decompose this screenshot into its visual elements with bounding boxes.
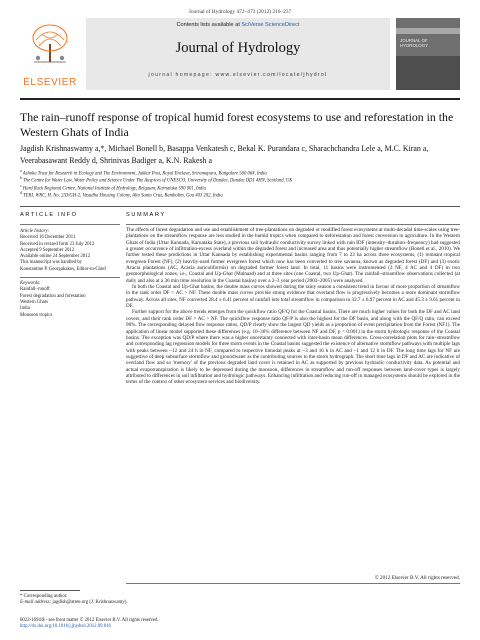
keywords-rule (20, 277, 120, 278)
history-received: Received 16 December 2011 (20, 235, 76, 241)
elsevier-wordmark: ELSEVIER (23, 77, 77, 88)
elsevier-logo[interactable] (20, 18, 80, 88)
summary-rule (126, 224, 460, 225)
author-list: Jagdish Krishnaswamy a,*, Michael Bonell b, Basappa Venkatesh c, Bekal K. Purandara c, Sharachchandra Lele a, M.C. Kiran a, Veerabasawant Reddy d, Shrinivas Badiger a, K.N. Rakesh a (20, 144, 429, 165)
affiliation-b: $^b$ The Centre for Water Law, Water Policy and Science Under The Auspices of UNESCO, University of Dundee, Dundee DD1 4HN, Scotland, UK (20, 176, 293, 184)
journal-cover-thumbnail (396, 18, 460, 90)
sciencedirect-link[interactable]: SciVerse ScienceDirect (241, 22, 300, 28)
journal-title: Journal of Hydrology (175, 40, 301, 56)
keyword: Monsoon tropics (20, 312, 53, 318)
summary-paragraph: Further support for the above trends emerges from the quickflow ratio QF/Q for the Coastal basins. There are much higher values for both the DF and AC land covers, and their rank order DF > AC > NF. The quickflow response ratio QF/P is also the highest for the DF basin, and along with the QF/Q ratio, can exceed 90%. The corresponding delayed flow response ratios, QD/P clearly show the largest QD yields as a proportion of event precipitation from the Forest (NF1). The application of linear model supported these differences (e.g. 10–36% difference between NF and DF, p < 0.001) in the storm hydrologic response of the Coastal basins. The exception was QD/P where there was a higher uncertainty connected with inter-basin mean differences. Cross-correlation plots for rain–streamflow and corresponding lag regression models for three storm events in the Coastal basins suggested the existence of alternative stormflow pathways with multiple lags with peaks between ~12 and 24 h in NF, compared to respective bimodal peaks at ~3 and 16 h in AC and ~1 and 12 h in DF. The long time lags for NF are suggestive of deep subsurface stormflow and groundwater as the contributing sources to the storm hydrograph. The short time lags in DF and AC are indicative of overland flow and so 'memory' of the previous degraded land cover is retained in AC as supported by previous hydraulic conductivity data. As potential and actual evapotranspiration is likely to be depressed during the monsoon, differences in streamflow and run-off responses between land-cover types is largely attributed to differences in soil infiltration and hydrologic pathways. Enhancing infiltration and reducing run-off in managed ecosystems should be explored in the terms of the context of other ecosystem services and biodiversity. (126, 309, 460, 386)
summary-bottom-rule (126, 583, 460, 584)
email-label: E-mail address: (20, 600, 53, 606)
history-label: Article history: (20, 229, 50, 234)
article-title: The rain–runoff response of tropical humid forest ecosystems to use and reforestation in the Western Ghats of India (20, 110, 454, 139)
keyword: Forest degradation and forestation (20, 293, 86, 299)
article-info (20, 224, 120, 319)
cover-art (396, 56, 460, 90)
journal-citation: Journal of Hydrology 472–473 (2012) 216–237 (188, 9, 292, 15)
email-line (20, 600, 320, 606)
journal-header (20, 18, 460, 98)
corresponding-author-note: * Corresponding author. (20, 594, 68, 599)
summary-heading: SUMMARY (126, 212, 166, 218)
keyword: India (20, 306, 30, 312)
affiliation-d: $^d$ TERI, WRC, H. No. 233/GH-2, Vasudha Housing Colony, Alto Santa Cruz, Bambolim, Goa 403 202, India (20, 191, 223, 199)
cover-band (396, 28, 460, 34)
keyword: Western Ghats (20, 299, 48, 305)
footnote-rule (20, 590, 80, 591)
homepage-link[interactable]: www.elsevier.com/locate/jhydrol (215, 72, 328, 78)
contents-prefix: Contents lists available at (176, 22, 242, 28)
keywords-label: Keywords: (20, 281, 41, 287)
contents-line (86, 22, 390, 28)
affiliations (20, 171, 460, 200)
doi-link[interactable]: http://dx.doi.org/10.1016/j.jhydrol.2012.09.016 (20, 624, 111, 630)
journal-banner (86, 18, 390, 90)
keyword: Rainfall–runoff (20, 287, 50, 293)
summary-paragraph: The effects of forest degradation and use and establishment of tree-plantations on degraded or modified forest ecosystems at multi-decadal time-scales using tree-plantations on the streamflow response are less studied in the humid tropics when compared to deforestation and forest conversion to agriculture. In the Western Ghats of India (Uttar Kannada, Karnataka State), a previous soil hydraulic conductivity survey linked with rain IDF (intensity–duration–frequency) had suggested a greater occurrence of infiltration-excess overland within the degraded forest and increased area and thus potentially higher streamflow (Bonell et al., 2010). We further tested these predictions in Uttar Kannada by establishing experimental basins ranging from 7 to 23 ha across three ecosystems, (1) remnant tropical evergreen Forest (NF), (2) heavily-used former evergreen forest which now has been converted to tree savanna, known as degraded forest (DF) and (3) exotic Acacia plantations (AC, Acacia auriculiformis) on degraded former forest land. In total, 11 basins were instrumented (3 NF, 4 AC and 4 DF) in two geomorphological zones, i.e., Coastal and Up-Ghat (Malnaad) and at three sites (one Coastal, two Up-Ghat). The rainfall–streamflow observations collected (at daily and also at a 36 min time resolution in the Coastal basins) over a 2–3 year period (2003–2005) were analysed. (126, 227, 460, 284)
header-divider (20, 98, 460, 100)
article-info-rule (20, 224, 120, 225)
email-address[interactable]: jagdish@atree.org (J. Krishnaswamy). (52, 600, 128, 606)
history-editor: Konstantine P. Georgakakos, Editor-in-Chief (20, 266, 107, 272)
cover-title: JOURNAL OF HYDROLOGY (400, 38, 429, 48)
article-info-heading: ARTICLE INFO (20, 212, 78, 218)
summary-paragraph: In both the Coastal and Up-Ghat basins, the double mass curves showed during the rainy season a consistent trend in favour of more proportion of streamflow in the rank order DF > AC > NF. These double mass curves provide strong evidence that overland flow is progressively becomes a more dominant stormflow pathway. Across all sites, NF converted 28.4 ± 6.41 percent of rainfall into total streamflow in comparison to 32.7 ± 6.97 percent in AC and 45.3 ± 9.61 percent in DF. (126, 284, 460, 310)
homepage-prefix: journal homepage: (148, 72, 216, 78)
affiliation-c: $^c$ Hard Rock Regional Centre, National Institute of Hydrology, Belgaum, Karnataka 590 001, India (20, 183, 206, 192)
elsevier-tree-icon (28, 22, 72, 64)
history-accepted: Accepted 9 September 2012 (20, 247, 75, 253)
front-matter-meta (20, 618, 320, 630)
affiliation-a: $^a$ Ashoka Trust for Research in Ecology and The Environment, Jakkur Post, Royal Enclave, Sriramapura, Bangalore 560 064, India (20, 169, 267, 177)
copyright-line: © 2012 Elsevier B.V. All rights reserved. (374, 575, 460, 581)
history-online: Available online 24 September 2012 (20, 254, 90, 260)
history-revised: Received in revised form 23 July 2012 (20, 241, 95, 247)
footnotes (20, 594, 320, 607)
history-handled: This manuscript was handled by (20, 260, 83, 266)
affiliations-divider (20, 206, 460, 207)
journal-homepage (86, 72, 390, 78)
issn-line: 0022-1694/$ - see front matter © 2012 Elsevier B.V. All rights reserved. (20, 618, 159, 623)
summary-body (126, 227, 460, 386)
